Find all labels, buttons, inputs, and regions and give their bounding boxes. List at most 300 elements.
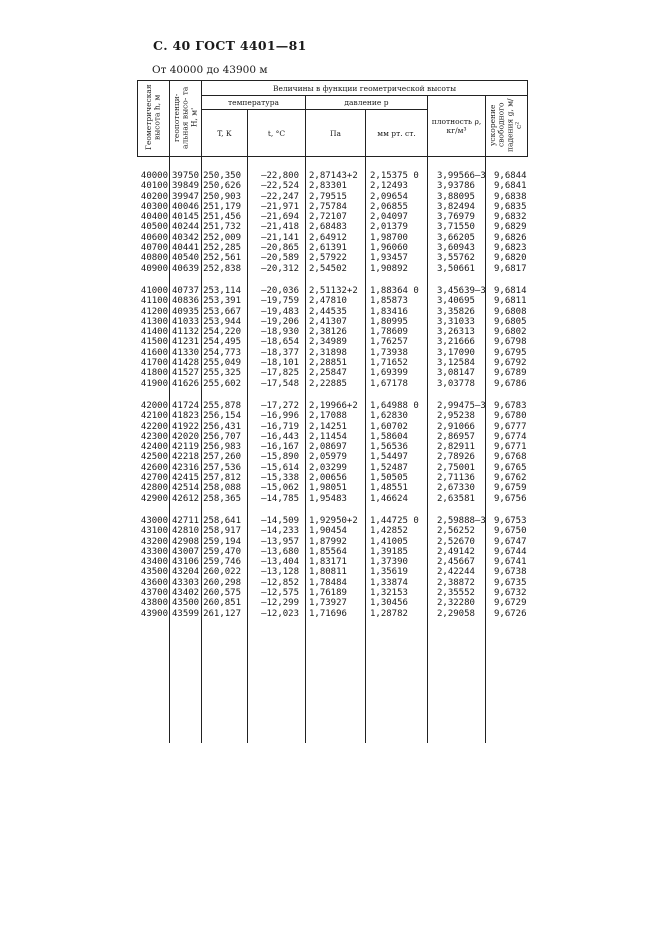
cell-h: 41000: [138, 286, 170, 296]
cell-temp-k: 250,903: [202, 192, 248, 202]
cell-pressure-mm: 1,37390: [366, 557, 428, 567]
cell-temp-k: 257,812: [202, 473, 248, 483]
cell-temp-c: —22,247: [248, 192, 306, 202]
cell-pressure-mm: 1,76257: [366, 337, 428, 347]
cell-hg: 40244: [170, 222, 202, 232]
cell-temp-c: —15,062: [248, 483, 306, 493]
cell-density: 3,60943: [428, 243, 486, 253]
cell-h: 40800: [138, 253, 170, 263]
cell-gravity: 9,6735: [494, 577, 527, 588]
spacer-cell: [170, 274, 202, 286]
cell-density: 3,31033: [428, 317, 486, 327]
cell-h: 41700: [138, 358, 170, 368]
cell-temp-k: 252,285: [202, 243, 248, 253]
cell-h: 43600: [138, 578, 170, 588]
cell-h: 42500: [138, 452, 170, 462]
spacer-cell: [428, 619, 486, 743]
cell-pressure-mm: 1,73938: [366, 348, 428, 358]
cell-hg: 43500: [170, 598, 202, 608]
spacer-cell: [366, 504, 428, 516]
cell-hg: 40342: [170, 233, 202, 243]
header-mm: мм рт. ст.: [366, 110, 428, 157]
spacer-cell: [486, 619, 528, 743]
cell-gravity: 9,6753: [494, 515, 527, 526]
spacer-cell: [428, 504, 486, 516]
cell-hg: 42020: [170, 432, 202, 442]
cell-temp-c: —19,759: [248, 296, 306, 306]
cell-hg: 41626: [170, 379, 202, 389]
cell-hg: 40441: [170, 243, 202, 253]
cell-pressure-pa: 1,73927: [306, 598, 366, 608]
cell-pressure-mm: 1,33874: [366, 578, 428, 588]
table-row: [138, 578, 528, 588]
cell-pressure-pa: 1,71696: [306, 609, 366, 619]
table-row: [138, 473, 528, 483]
cell-hg: 43599: [170, 609, 202, 619]
cell-density: 2,38872: [428, 578, 486, 588]
spacer-cell: [486, 389, 528, 401]
cell-temp-k: 253,667: [202, 307, 248, 317]
cell-temp-c: —15,890: [248, 452, 306, 462]
cell-gravity: 9,6798: [494, 337, 527, 348]
cell-pressure-pa: 1,85564: [306, 547, 366, 557]
cell-density: 2,75001: [428, 463, 486, 473]
table-row: [138, 463, 528, 473]
table-row: [138, 264, 528, 274]
table-row: [138, 358, 528, 368]
range-label: От 40000 до 43900 м: [152, 64, 268, 76]
cell-temp-k: 260,851: [202, 598, 248, 608]
cell-temp-c: —20,865: [248, 243, 306, 253]
cell-temp-c: —15,614: [248, 463, 306, 473]
cell-pressure-mm: 1,30456: [366, 598, 428, 608]
cell-density: 3,17090: [428, 348, 486, 358]
cell-pressure-mm: 1,28782: [366, 609, 428, 619]
cell-h: 43500: [138, 567, 170, 577]
cell-gravity: 9,6808: [494, 306, 527, 317]
cell-temp-k: 252,009: [202, 233, 248, 243]
cell-temp-k: 259,746: [202, 557, 248, 567]
cell-pressure-pa: 2,25847: [306, 368, 366, 378]
cell-hg: 40639: [170, 264, 202, 274]
cell-temp-c: —18,377: [248, 348, 306, 358]
cell-h: 42300: [138, 432, 170, 442]
cell-density: 3,21666: [428, 337, 486, 347]
cell-h: 40200: [138, 192, 170, 202]
cell-temp-c: —18,930: [248, 327, 306, 337]
cell-hg: 42908: [170, 537, 202, 547]
cell-gravity: 9,6811: [494, 296, 527, 307]
cell-gravity: 9,6820: [494, 253, 527, 264]
table-row: [138, 494, 528, 504]
cell-gravity: 9,6814: [494, 285, 527, 296]
cell-density: 2,29058: [428, 609, 486, 619]
table-row: [138, 547, 528, 557]
spacer-cell: [202, 389, 248, 401]
cell-h: 40500: [138, 222, 170, 232]
cell-temp-k: 257,260: [202, 452, 248, 462]
cell-density: 2,59888—3: [428, 516, 486, 526]
spacer-cell: [138, 274, 170, 286]
cell-pressure-pa: 1,90454: [306, 526, 366, 536]
cell-pressure-pa: 2,34989: [306, 337, 366, 347]
cell-gravity: 9,6768: [494, 452, 527, 463]
table-row: [138, 202, 528, 212]
cell-gravity: 9,6841: [494, 181, 527, 192]
cell-gravity: 9,6835: [494, 201, 527, 212]
cell-hg: 43204: [170, 567, 202, 577]
cell-gravity: 9,6829: [494, 222, 527, 233]
cell-h: 41500: [138, 337, 170, 347]
cell-temp-k: 256,983: [202, 442, 248, 452]
cell-gravity: 9,6823: [494, 243, 527, 254]
cell-temp-k: 255,878: [202, 401, 248, 411]
cell-h: 43300: [138, 547, 170, 557]
cell-pressure-pa: 2,47810: [306, 296, 366, 306]
cell-temp-c: —12,299: [248, 598, 306, 608]
cell-pressure-pa: 2,17088: [306, 411, 366, 421]
spacer-cell: [428, 157, 486, 172]
cell-density: 2,35552: [428, 588, 486, 598]
cell-gravity: 9,6726: [494, 608, 527, 619]
cell-hg: 43402: [170, 588, 202, 598]
atmosphere-table: [137, 80, 528, 743]
cell-temp-k: 255,602: [202, 379, 248, 389]
spacer-cell: [170, 157, 202, 172]
cell-pressure-mm: 1,62830: [366, 411, 428, 421]
cell-pressure-pa: 1,92950+2: [306, 516, 366, 526]
cell-pressure-mm: 1,58604: [366, 432, 428, 442]
cell-gravity: 9,6802: [494, 327, 527, 338]
table-row: [138, 598, 528, 608]
cell-h: 43800: [138, 598, 170, 608]
cell-gravity: 9,6774: [494, 431, 527, 442]
cell-h: 40900: [138, 264, 170, 274]
cell-pressure-mm: 1,93457: [366, 253, 428, 263]
cell-pressure-mm: 1,78609: [366, 327, 428, 337]
spacer-cell: [138, 157, 170, 172]
table-row: [138, 337, 528, 347]
cell-temp-k: 254,773: [202, 348, 248, 358]
cell-pressure-mm: 1,39185: [366, 547, 428, 557]
cell-h: 43100: [138, 526, 170, 536]
spacer-cell: [306, 504, 366, 516]
spacer-cell: [202, 274, 248, 286]
cell-pressure-mm: 1,83416: [366, 307, 428, 317]
cell-pressure-mm: 1,69399: [366, 368, 428, 378]
cell-gravity: 9,6826: [494, 232, 527, 243]
cell-temp-k: 252,561: [202, 253, 248, 263]
spacer-cell: [170, 389, 202, 401]
cell-gravity: 9,6783: [494, 400, 527, 411]
cell-hg: 41428: [170, 358, 202, 368]
cell-pressure-pa: 2,31898: [306, 348, 366, 358]
cell-hg: 43106: [170, 557, 202, 567]
spacer-row: [138, 274, 528, 286]
table-row: [138, 192, 528, 202]
cell-temp-k: 259,470: [202, 547, 248, 557]
cell-density: 3,50661: [428, 264, 486, 274]
cell-density: 3,55762: [428, 253, 486, 263]
table-row: [138, 526, 528, 536]
cell-hg: 42711: [170, 516, 202, 526]
cell-hg: 42612: [170, 494, 202, 504]
cell-h: 42600: [138, 463, 170, 473]
cell-temp-c: —13,128: [248, 567, 306, 577]
cell-density: 3,12584: [428, 358, 486, 368]
table-row: [138, 222, 528, 232]
spacer-cell: [306, 389, 366, 401]
cell-temp-c: —21,418: [248, 222, 306, 232]
table-row: [138, 537, 528, 547]
cell-temp-c: —19,483: [248, 307, 306, 317]
cell-gravity: 9,6771: [494, 442, 527, 453]
table-row: [138, 348, 528, 358]
cell-h: 41100: [138, 296, 170, 306]
cell-gravity: 9,6756: [494, 493, 527, 504]
cell-density: 2,95238: [428, 411, 486, 421]
table-row: [138, 212, 528, 222]
cell-pressure-pa: 2,05979: [306, 452, 366, 462]
cell-pressure-mm: 2,04097: [366, 212, 428, 222]
spacer-cell: [428, 389, 486, 401]
table-row: [138, 296, 528, 306]
cell-pressure-mm: 1,96060: [366, 243, 428, 253]
cell-pressure-mm: 1,41005: [366, 537, 428, 547]
cell-h: 41600: [138, 348, 170, 358]
cell-temp-k: 253,944: [202, 317, 248, 327]
cell-density: 3,66205: [428, 233, 486, 243]
table-header: [138, 81, 528, 157]
cell-density: 3,76979: [428, 212, 486, 222]
cell-density: 3,40695: [428, 296, 486, 306]
cell-temp-c: —14,233: [248, 526, 306, 536]
cell-temp-c: —18,654: [248, 337, 306, 347]
cell-pressure-pa: 2,22885: [306, 379, 366, 389]
cell-density: 3,35826: [428, 307, 486, 317]
spacer-cell: [486, 157, 528, 172]
cell-pressure-mm: 1,71652: [366, 358, 428, 368]
cell-density: 2,45667: [428, 557, 486, 567]
cell-h: 41300: [138, 317, 170, 327]
cell-temp-c: —12,575: [248, 588, 306, 598]
table-row: [138, 253, 528, 263]
cell-h: 42400: [138, 442, 170, 452]
cell-gravity: 9,6759: [494, 483, 527, 494]
cell-pressure-mm: 1,67178: [366, 379, 428, 389]
header-hg: геопотенци- альная высо- та H, м': [170, 81, 202, 157]
cell-temp-c: —20,589: [248, 253, 306, 263]
spacer-cell: [248, 274, 306, 286]
header-h: Геометрическая высота h, м: [138, 81, 170, 157]
spacer-cell: [486, 274, 528, 286]
cell-pressure-mm: 1,64988 0: [366, 401, 428, 411]
header-t-c: t, °С: [248, 110, 306, 157]
cell-pressure-pa: 2,08697: [306, 442, 366, 452]
cell-temp-c: —21,971: [248, 202, 306, 212]
cell-density: 3,71550: [428, 222, 486, 232]
cell-hg: 43303: [170, 578, 202, 588]
cell-pressure-pa: 2,68483: [306, 222, 366, 232]
spacer-cell: [428, 274, 486, 286]
cell-hg: 40046: [170, 202, 202, 212]
cell-hg: 41922: [170, 422, 202, 432]
cell-hg: 41033: [170, 317, 202, 327]
cell-pressure-mm: 2,06855: [366, 202, 428, 212]
spacer-cell: [202, 504, 248, 516]
table-row: [138, 181, 528, 191]
cell-temp-c: —13,957: [248, 537, 306, 547]
spacer-row: [138, 619, 528, 743]
cell-temp-c: —20,312: [248, 264, 306, 274]
cell-temp-c: —17,825: [248, 368, 306, 378]
cell-pressure-pa: 2,64912: [306, 233, 366, 243]
cell-density: 2,52670: [428, 537, 486, 547]
cell-density: 3,82494: [428, 202, 486, 212]
cell-pressure-pa: 2,75784: [306, 202, 366, 212]
cell-h: 41900: [138, 379, 170, 389]
table-row: [138, 307, 528, 317]
page-header: С. 40 ГОСТ 4401—81: [153, 38, 307, 53]
cell-pressure-pa: 2,79515: [306, 192, 366, 202]
cell-hg: 42218: [170, 452, 202, 462]
cell-hg: 39849: [170, 181, 202, 191]
table-row: [138, 609, 528, 619]
cell-temp-c: —16,167: [248, 442, 306, 452]
cell-density: 2,49142: [428, 547, 486, 557]
spacer-cell: [170, 504, 202, 516]
cell-gravity: 9,6777: [494, 421, 527, 432]
cell-hg: 39947: [170, 192, 202, 202]
table-row: [138, 379, 528, 389]
cell-hg: 42514: [170, 483, 202, 493]
cell-h: 40700: [138, 243, 170, 253]
cell-hg: 40737: [170, 286, 202, 296]
cell-pressure-mm: 1,60702: [366, 422, 428, 432]
cell-temp-c: —17,272: [248, 401, 306, 411]
cell-density: 3,88095: [428, 192, 486, 202]
cell-temp-c: —14,785: [248, 494, 306, 504]
spacer-cell: [306, 157, 366, 172]
table-row: [138, 452, 528, 462]
cell-pressure-mm: 2,15375 0: [366, 171, 428, 181]
cell-gravity: 9,6762: [494, 473, 527, 484]
cell-pressure-pa: 2,14251: [306, 422, 366, 432]
cell-h: 43200: [138, 537, 170, 547]
cell-pressure-pa: 2,28851: [306, 358, 366, 368]
cell-gravity: 9,6832: [494, 212, 527, 223]
table-row: [138, 422, 528, 432]
cell-hg: 42810: [170, 526, 202, 536]
cell-hg: 40540: [170, 253, 202, 263]
cell-pressure-pa: 2,51132+2: [306, 286, 366, 296]
spacer-row: [138, 504, 528, 516]
cell-pressure-mm: 1,54497: [366, 452, 428, 462]
cell-hg: 41823: [170, 411, 202, 421]
cell-hg: 41724: [170, 401, 202, 411]
cell-gravity: 9,6741: [494, 557, 527, 568]
cell-pressure-pa: 1,98051: [306, 483, 366, 493]
table-row: [138, 483, 528, 493]
cell-temp-k: 260,298: [202, 578, 248, 588]
cell-gravity: 9,6750: [494, 526, 527, 537]
cell-pressure-mm: 1,35619: [366, 567, 428, 577]
cell-temp-k: 251,732: [202, 222, 248, 232]
cell-h: 40600: [138, 233, 170, 243]
cell-gravity: 9,6732: [494, 587, 527, 598]
cell-density: 2,99475—3: [428, 401, 486, 411]
cell-gravity: 9,6765: [494, 462, 527, 473]
cell-pressure-pa: 2,57922: [306, 253, 366, 263]
spacer-cell: [248, 504, 306, 516]
header-temperature: температура: [202, 96, 306, 110]
table-row: [138, 432, 528, 442]
cell-temp-k: 258,641: [202, 516, 248, 526]
header-gravity: ускорение свободного падения g, м/с²: [486, 96, 528, 157]
spacer-cell: [202, 157, 248, 172]
cell-temp-c: —19,206: [248, 317, 306, 327]
cell-gravity: 9,6789: [494, 368, 527, 379]
cell-temp-k: 255,049: [202, 358, 248, 368]
spacer-cell: [138, 504, 170, 516]
cell-pressure-pa: 1,80811: [306, 567, 366, 577]
table-row: [138, 588, 528, 598]
cell-temp-c: —15,338: [248, 473, 306, 483]
cell-gravity: 9,6738: [494, 567, 527, 578]
cell-hg: 40145: [170, 212, 202, 222]
cell-density: 3,26313: [428, 327, 486, 337]
spacer-row: [138, 389, 528, 401]
table-body: [138, 157, 528, 743]
cell-hg: 39750: [170, 171, 202, 181]
cell-gravity: 9,6805: [494, 316, 527, 327]
cell-temp-k: 257,536: [202, 463, 248, 473]
cell-temp-c: —14,509: [248, 516, 306, 526]
cell-temp-k: 258,088: [202, 483, 248, 493]
cell-hg: 42316: [170, 463, 202, 473]
cell-temp-k: 259,194: [202, 537, 248, 547]
cell-temp-c: —16,443: [248, 432, 306, 442]
cell-temp-k: 256,154: [202, 411, 248, 421]
cell-pressure-pa: 1,87992: [306, 537, 366, 547]
cell-temp-c: —18,101: [248, 358, 306, 368]
cell-pressure-pa: 2,00656: [306, 473, 366, 483]
cell-hg: 43007: [170, 547, 202, 557]
cell-h: 40000: [138, 171, 170, 181]
cell-density: 2,78926: [428, 452, 486, 462]
cell-pressure-pa: 2,03299: [306, 463, 366, 473]
table-row: [138, 442, 528, 452]
cell-pressure-mm: 1,52487: [366, 463, 428, 473]
cell-h: 43000: [138, 516, 170, 526]
cell-temp-k: 256,431: [202, 422, 248, 432]
header-group: Величины в функции геометрической высоты: [202, 81, 528, 96]
cell-h: 43400: [138, 557, 170, 567]
cell-temp-k: 260,022: [202, 567, 248, 577]
spacer-cell: [366, 389, 428, 401]
cell-temp-k: 254,495: [202, 337, 248, 347]
table-row: [138, 317, 528, 327]
cell-hg: 41527: [170, 368, 202, 378]
cell-temp-k: 250,350: [202, 171, 248, 181]
spacer-cell: [248, 157, 306, 172]
cell-temp-c: —13,680: [248, 547, 306, 557]
cell-temp-k: 261,127: [202, 609, 248, 619]
spacer-cell: [306, 619, 366, 743]
table-row: [138, 567, 528, 577]
cell-pressure-pa: 2,54502: [306, 264, 366, 274]
cell-density: 3,03778: [428, 379, 486, 389]
